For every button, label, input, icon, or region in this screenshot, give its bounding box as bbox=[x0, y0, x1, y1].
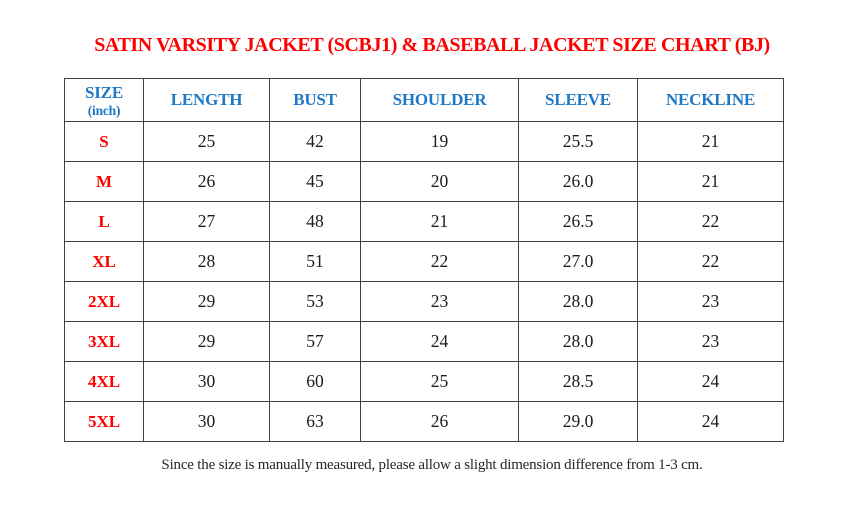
table-cell: 28.5 bbox=[519, 362, 638, 402]
table-row-s bbox=[65, 122, 784, 162]
table-row-m bbox=[65, 162, 784, 202]
table-cell: 21 bbox=[638, 122, 784, 162]
table-cell: 30 bbox=[144, 402, 270, 442]
table-cell: 28 bbox=[144, 242, 270, 282]
size-cell: M bbox=[65, 162, 144, 202]
table-cell: 60 bbox=[270, 362, 361, 402]
size-cell: L bbox=[65, 202, 144, 242]
size-cell: 2XL bbox=[65, 282, 144, 322]
table-cell: 26.0 bbox=[519, 162, 638, 202]
size-cell: 4XL bbox=[65, 362, 144, 402]
table-cell: 26.5 bbox=[519, 202, 638, 242]
table-cell: 29 bbox=[144, 322, 270, 362]
column-header-size bbox=[65, 79, 144, 122]
table-cell: 51 bbox=[270, 242, 361, 282]
column-header-bust: BUST bbox=[270, 79, 361, 122]
size-chart-table bbox=[64, 78, 784, 442]
table-cell: 24 bbox=[638, 362, 784, 402]
size-cell: XL bbox=[65, 242, 144, 282]
table-row-4xl bbox=[65, 362, 784, 402]
table-cell: 24 bbox=[361, 322, 519, 362]
table-cell: 63 bbox=[270, 402, 361, 442]
column-header-sleeve: SLEEVE bbox=[519, 79, 638, 122]
table-cell: 53 bbox=[270, 282, 361, 322]
table-row-3xl bbox=[65, 322, 784, 362]
table-cell: 24 bbox=[638, 402, 784, 442]
table-cell: 23 bbox=[361, 282, 519, 322]
table-row-xl bbox=[65, 242, 784, 282]
table-cell: 26 bbox=[361, 402, 519, 442]
table-cell: 23 bbox=[638, 322, 784, 362]
table-cell: 48 bbox=[270, 202, 361, 242]
table-cell: 19 bbox=[361, 122, 519, 162]
column-header-shoulder: SHOULDER bbox=[361, 79, 519, 122]
table-cell: 42 bbox=[270, 122, 361, 162]
size-header-label: SIZE bbox=[85, 82, 123, 102]
page-title: SATIN VARSITY JACKET (SCBJ1) & BASEBALL JACKET SIZE CHART (BJ) bbox=[94, 34, 770, 56]
table-row-l bbox=[65, 202, 784, 242]
table-cell: 27 bbox=[144, 202, 270, 242]
table-cell: 22 bbox=[638, 202, 784, 242]
size-cell: 5XL bbox=[65, 402, 144, 442]
measurement-disclaimer: Since the size is manually measured, please allow a slight dimension difference from 1-3 cm. bbox=[161, 457, 703, 473]
column-header-length: LENGTH bbox=[144, 79, 270, 122]
table-cell: 57 bbox=[270, 322, 361, 362]
table-row-2xl bbox=[65, 282, 784, 322]
table-cell: 22 bbox=[361, 242, 519, 282]
table-cell: 28.0 bbox=[519, 282, 638, 322]
table-cell: 20 bbox=[361, 162, 519, 202]
table-cell: 21 bbox=[638, 162, 784, 202]
table-cell: 45 bbox=[270, 162, 361, 202]
table-cell: 27.0 bbox=[519, 242, 638, 282]
table-cell: 21 bbox=[361, 202, 519, 242]
column-header-neckline: NECKLINE bbox=[638, 79, 784, 122]
table-row-5xl bbox=[65, 402, 784, 442]
table-cell: 29.0 bbox=[519, 402, 638, 442]
table-cell: 22 bbox=[638, 242, 784, 282]
table-cell: 25 bbox=[144, 122, 270, 162]
table-cell: 25 bbox=[361, 362, 519, 402]
table-cell: 29 bbox=[144, 282, 270, 322]
table-cell: 23 bbox=[638, 282, 784, 322]
table-cell: 30 bbox=[144, 362, 270, 402]
table-cell: 28.0 bbox=[519, 322, 638, 362]
size-header-unit: (inch) bbox=[87, 102, 121, 118]
table-cell: 26 bbox=[144, 162, 270, 202]
table-cell: 25.5 bbox=[519, 122, 638, 162]
size-cell: 3XL bbox=[65, 322, 144, 362]
table-header-row bbox=[65, 79, 784, 122]
size-cell: S bbox=[65, 122, 144, 162]
